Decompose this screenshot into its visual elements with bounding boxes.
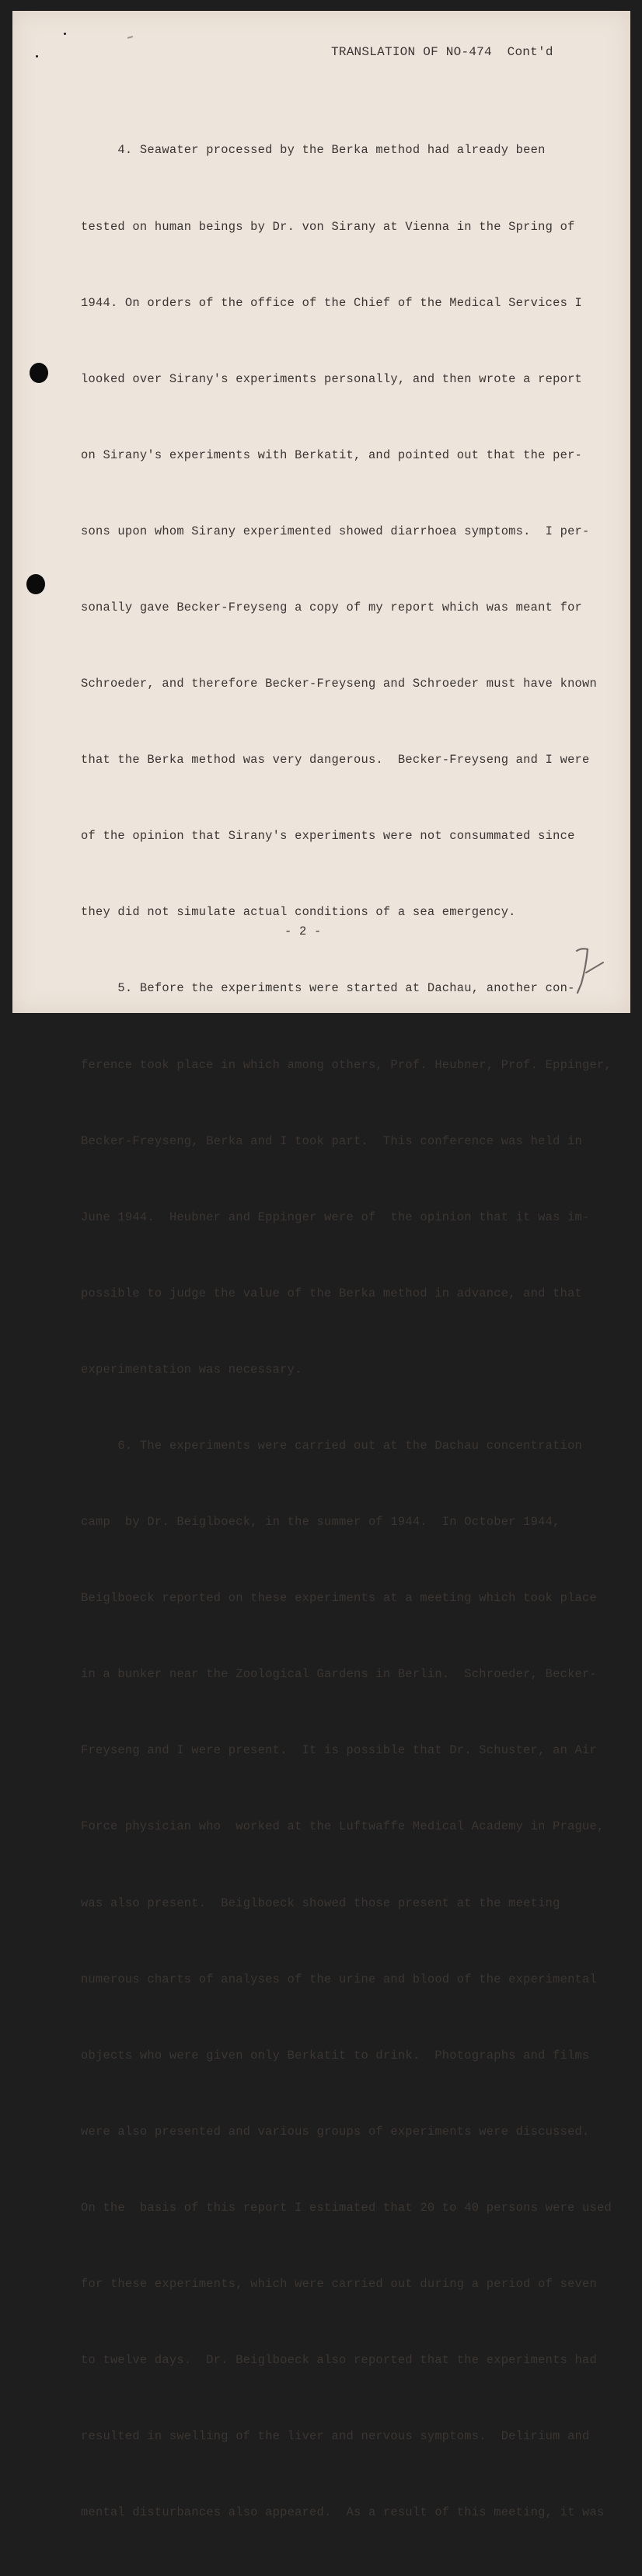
body-line: in a bunker near the Zoological Gardens in Berlin. Schroeder, Becker- bbox=[81, 1667, 598, 1682]
document-page bbox=[12, 11, 630, 2520]
body-line: camp by Dr. Beiglboeck, in the summer of 1944. In October 1944, bbox=[81, 1515, 560, 1530]
body-line: 5. Before the experiments were started at Dachau, another con- bbox=[81, 981, 575, 996]
body-line: sonally gave Becker-Freyseng a copy of my report which was meant for bbox=[81, 600, 583, 614]
punch-hole bbox=[30, 363, 48, 383]
document-body bbox=[81, 87, 612, 2576]
body-line: ference took place in which among others, Prof. Heubner, Prof. Eppinger, bbox=[81, 1057, 612, 1072]
body-line: resulted in swelling of the liver and nervous symptoms. Delirium and bbox=[81, 2429, 590, 2444]
body-line: Freyseng and I were present. It is possible that Dr. Schuster, an Air bbox=[81, 1743, 598, 1758]
body-line: Schroeder, and therefore Becker-Freyseng and Schroeder must have known bbox=[81, 677, 598, 691]
body-line: numerous charts of analyses of the urine and blood of the experimental bbox=[81, 1972, 598, 1986]
body-line: objects who were given only Berkatit to drink. Photographs and films bbox=[81, 2048, 590, 2063]
handwritten-page-mark bbox=[566, 943, 612, 1005]
body-line: of the opinion that Sirany's experiments were not consummated since bbox=[81, 829, 575, 844]
body-line: that the Berka method was very dangerous. Becker-Freyseng and I were bbox=[81, 753, 590, 768]
pencil-tick bbox=[127, 36, 133, 39]
body-line: they did not simulate actual conditions of a sea emergency. bbox=[81, 905, 516, 920]
body-line: possible to judge the value of the Berka method in advance, and that bbox=[81, 1286, 583, 1300]
body-line: was also present. Beiglboeck showed those present at the meeting bbox=[81, 1895, 560, 1910]
ink-speck bbox=[64, 33, 66, 35]
page-number: - 2 - bbox=[284, 924, 322, 938]
body-line: 1944. On orders of the office of the Chief of the Medical Services I bbox=[81, 295, 583, 310]
body-line: for these experiments, which were carried out during a period of seven bbox=[81, 2277, 598, 2292]
body-line: on Sirany's experiments with Berkatit, and pointed out that the per- bbox=[81, 447, 583, 462]
document-header: TRANSLATION OF NO-474 Cont'd bbox=[331, 45, 553, 59]
punch-hole bbox=[26, 574, 45, 594]
body-line: Force physician who worked at the Luftwaffe Medical Academy in Prague, bbox=[81, 1819, 605, 1834]
body-line: looked over Sirany's experiments personally, and then wrote a report bbox=[81, 371, 583, 386]
body-line: 4. Seawater processed by the Berka method had already been bbox=[81, 143, 546, 158]
body-line: mental disturbances also appeared. As a result of this meeting, it was bbox=[81, 2505, 605, 2520]
body-line: sons upon whom Sirany experimented showed diarrhoea symptoms. I per- bbox=[81, 524, 590, 538]
body-line: On the basis of this report I estimated that 20 to 40 persons were used bbox=[81, 2200, 612, 2215]
body-line: June 1944. Heubner and Eppinger were of the opinion that it was im- bbox=[81, 1210, 590, 1224]
body-line: were also presented and various groups of experiments were discussed. bbox=[81, 2124, 590, 2139]
body-line: to twelve days. Dr. Beiglboeck also reported that the experiments had bbox=[81, 2353, 598, 2368]
body-line: experimentation was necessary. bbox=[81, 1362, 302, 1377]
body-line: Beiglboeck reported on these experiments at a meeting which took place bbox=[81, 1591, 598, 1606]
ink-speck bbox=[36, 55, 38, 57]
body-line: Becker-Freyseng, Berka and I took part. This conference was held in bbox=[81, 1133, 583, 1148]
body-line: tested on human beings by Dr. von Sirany at Vienna in the Spring of bbox=[81, 219, 575, 234]
body-line: 6. The experiments were carried out at the Dachau concentration bbox=[81, 1439, 583, 1453]
